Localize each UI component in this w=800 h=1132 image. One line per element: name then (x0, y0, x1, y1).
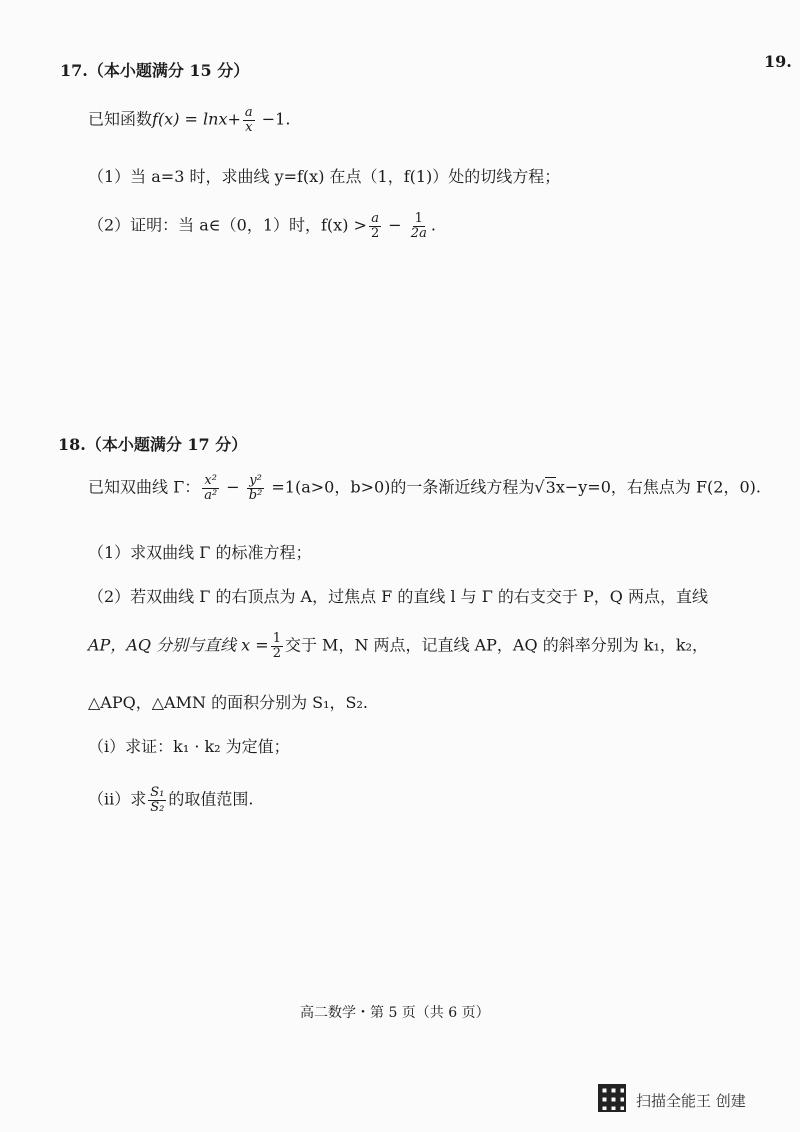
q18-intro-mid: =1(a>0，b>0)的一条渐近线方程为 (266, 477, 535, 497)
q18-frac-y-num: y² (249, 473, 262, 488)
q18-part2-line1: （2）若双曲线 Γ 的右顶点为 A，过焦点 F 的直线 l 与 Γ 的右支交于 P，Q 两点，直线 (88, 587, 708, 606)
q18-part2-line2-prefix: AP，AQ 分别与直线 x = (88, 635, 269, 655)
q17-intro-fraction (243, 106, 255, 134)
q17-part1: （1）当 a=3 时，求曲线 y=f(x) 在点（1，f(1)）处的切线方程； (88, 167, 561, 186)
q18-part2-line2-suffix: 交于 M，N 两点，记直线 AP，AQ 的斜率分别为 k₁，k₂， (284, 635, 708, 655)
q17-part2-minus: − (383, 215, 407, 235)
q17-part2-prefix: （2）证明：当 a∈（0，1）时，f(x) > (88, 215, 367, 235)
q18-sub-ii (88, 786, 253, 814)
q18-sub-ii-den: S₂ (150, 799, 165, 815)
page-footer: 高二数学・第 5 页（共 6 页） (300, 1005, 490, 1021)
scanner-stamp: 扫描全能王 创建 (636, 1092, 746, 1110)
q17-intro-prefix: 已知函数 (88, 109, 153, 129)
q18-intro-frac-x (202, 474, 219, 502)
q18-sub-ii-suffix: 的取值范围. (168, 789, 254, 809)
q18-intro-end: x−y=0，右焦点为 F(2，0). (555, 477, 761, 497)
q18-intro-frac-y (247, 474, 265, 502)
q17-part2-f1-num: a (371, 211, 379, 226)
q17-part2-end: . (430, 215, 436, 235)
q17-part2-fraction-1 (369, 212, 381, 240)
q18-sub-ii-fraction (148, 786, 166, 814)
q18-part2-line3: △APQ，△AMN 的面积分别为 S₁，S₂. (88, 693, 368, 712)
q18-frac-x-den: a² (204, 487, 218, 503)
q18-part2-line2 (88, 632, 708, 660)
q18-intro: 已知双曲线 Γ： $\frac{\text{x²}}{\text{a²}}$ − $\frac{\text{y²}}{\text{b²}}$ =1(a>0，b>0)的一条渐近线方程为√3x−y=0，右焦点为 F(2，0). (88, 473, 761, 503)
q17-intro-func: f(x) = lnx+ (152, 109, 241, 129)
q18-part2-line2-den: 2 (272, 645, 281, 661)
q18-sub-ii-prefix: （ii）求 (88, 789, 147, 809)
q18-part1: （1）求双曲线 Γ 的标准方程； (88, 543, 312, 562)
q18-intro-sqrt: 3 (545, 477, 556, 497)
q17-part2 (88, 212, 436, 240)
corner-page-number: 19. (764, 52, 792, 71)
q18-sub-i: （i）求证：k₁ · k₂ 为定值； (88, 737, 290, 756)
q17-part2-f1-den: 2 (370, 225, 380, 241)
q17-part2-f2-den: 2a (410, 225, 427, 241)
q17-intro-suffix: −1. (256, 109, 291, 129)
q17-part2-f2-num: 1 (414, 211, 423, 226)
q17-intro (88, 106, 290, 134)
q18-part2-line2-num: 1 (272, 631, 281, 646)
q18-sub-ii-num: S₁ (150, 785, 165, 800)
q18-part2-line2-fraction (271, 632, 283, 660)
q17-intro-frac-den: x (245, 119, 253, 135)
q17-header: 17.（本小题满分 15 分） (60, 61, 250, 80)
q18-frac-y-den: b² (248, 487, 263, 503)
q17-intro-frac-num: a (244, 105, 253, 120)
q18-intro-prefix: 已知双曲线 Γ： (88, 477, 201, 497)
q17-part2-fraction-2 (409, 212, 429, 240)
qr-code-icon (598, 1084, 626, 1112)
q18-intro-minus: − (221, 477, 245, 497)
q18-header: 18.（本小题满分 17 分） (58, 435, 248, 454)
q18-frac-x-num: x² (204, 473, 217, 488)
